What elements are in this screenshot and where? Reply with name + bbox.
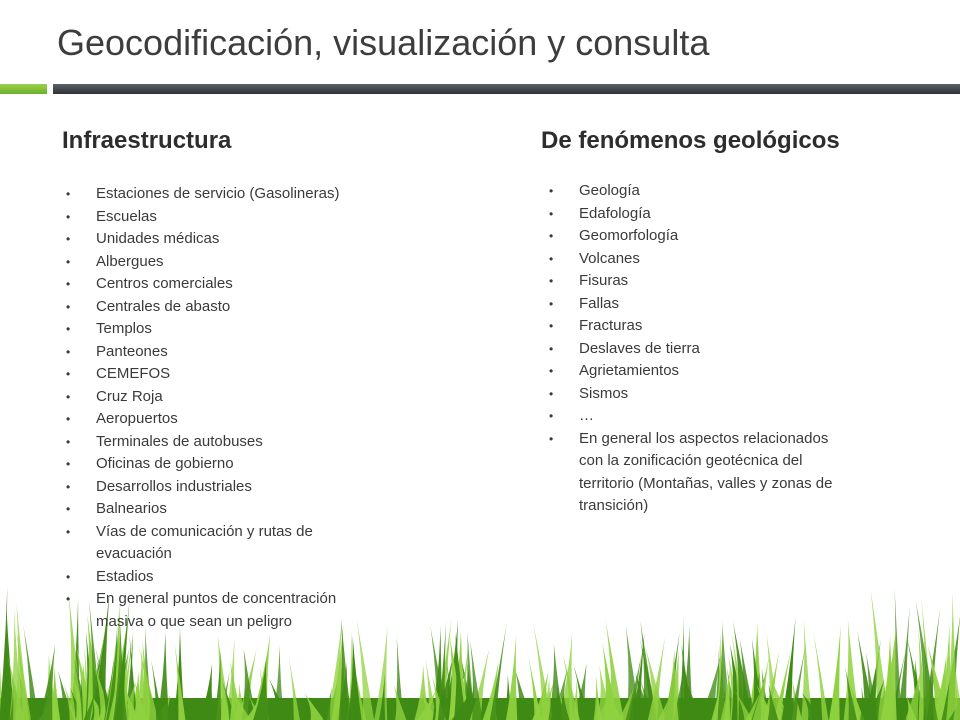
list-item-text: Albergues xyxy=(96,252,164,270)
right-column-heading: De fenómenos geológicos xyxy=(541,127,840,154)
list-item-text: Centrales de abasto xyxy=(96,297,231,315)
grass-blade xyxy=(348,636,362,720)
list-item xyxy=(549,270,839,293)
list-item-text: Templos xyxy=(96,320,152,337)
list-item-text: … xyxy=(579,407,594,424)
bullet-icon: • xyxy=(549,431,554,446)
bullet-icon: • xyxy=(66,299,71,314)
bullet-icon: • xyxy=(66,479,71,494)
list-item xyxy=(549,428,839,518)
bullet-icon: • xyxy=(66,524,71,539)
list-item-text: Deslaves de tierra xyxy=(579,339,700,357)
bullet-icon: • xyxy=(66,592,71,606)
list-item xyxy=(66,341,356,364)
bullet-icon: • xyxy=(549,206,554,221)
list-item-text: Fallas xyxy=(579,294,620,312)
bullet-icon: • xyxy=(66,367,71,381)
list-item-text: En general los aspectos relacionados con la zonificación geotécnica del territorio (Montañas, valles y zonas de transición) xyxy=(579,429,833,514)
bullet-icon: • xyxy=(549,341,554,356)
list-item xyxy=(66,588,356,633)
bullet-icon: • xyxy=(66,502,71,516)
list-item xyxy=(66,431,356,454)
list-item xyxy=(66,476,356,499)
list-item xyxy=(66,408,356,431)
list-item xyxy=(66,498,356,521)
grass-blade xyxy=(594,675,602,720)
list-item xyxy=(66,318,356,341)
list-item-text: Oficinas de gobierno xyxy=(96,455,234,472)
bullet-icon: • xyxy=(66,434,71,449)
list-item xyxy=(66,228,356,251)
bullet-icon: • xyxy=(66,277,71,291)
bullet-icon: • xyxy=(549,364,554,378)
title-bar-dark-rule xyxy=(53,84,960,94)
bullet-icon: • xyxy=(66,389,71,404)
grass-blade xyxy=(0,587,8,720)
bullet-icon: • xyxy=(66,209,71,224)
list-item-text: Sismos xyxy=(579,384,629,402)
list-item-text: Estadios xyxy=(96,567,154,585)
bullet-icon: • xyxy=(549,386,554,401)
list-item xyxy=(549,293,839,316)
list-item xyxy=(549,383,839,406)
list-item-text: Vías de comunicación y rutas de evacuación xyxy=(96,522,313,562)
list-item-text: Desarrollos industriales xyxy=(96,477,252,495)
list-item xyxy=(66,251,356,274)
list-item xyxy=(66,273,356,296)
bullet-icon: • xyxy=(549,319,554,333)
list-item xyxy=(66,566,356,589)
bullet-icon: • xyxy=(66,344,71,359)
list-item-text: Terminales de autobuses xyxy=(96,432,263,450)
list-item xyxy=(549,180,839,203)
slide-title: Geocodificación, visualización y consulta xyxy=(57,22,710,63)
list-item-text: Aeropuertos xyxy=(96,410,178,427)
list-item-text: Panteones xyxy=(96,342,168,360)
bullet-icon: • xyxy=(66,457,71,471)
list-item xyxy=(66,206,356,229)
list-item xyxy=(66,386,356,409)
list-item-text: Unidades médicas xyxy=(96,230,220,247)
bullet-icon: • xyxy=(66,187,71,201)
list-item-text: Fisuras xyxy=(579,272,629,289)
list-item xyxy=(66,453,356,476)
list-item xyxy=(66,521,356,566)
list-item xyxy=(549,248,839,271)
bullet-icon: • xyxy=(549,274,554,288)
title-bar-green-accent xyxy=(0,84,47,94)
list-item xyxy=(66,296,356,319)
left-bullet-list xyxy=(66,183,356,633)
bullet-icon: • xyxy=(66,322,71,336)
list-item-text: Centros comerciales xyxy=(96,275,233,292)
list-item xyxy=(549,203,839,226)
right-bullet-list xyxy=(549,180,839,518)
bullet-icon: • xyxy=(66,254,71,269)
list-item-text: Edafología xyxy=(579,204,651,222)
title-underline-bar xyxy=(0,84,960,94)
list-item xyxy=(549,360,839,383)
left-column-heading: Infraestructura xyxy=(62,127,232,154)
list-item xyxy=(549,315,839,338)
bullet-icon: • xyxy=(549,296,554,311)
list-item-text: Agrietamientos xyxy=(579,362,680,379)
bullet-icon: • xyxy=(549,184,554,198)
list-item-text: En general puntos de concentración masiva o que sean un peligro xyxy=(96,590,337,630)
bullet-icon: • xyxy=(66,569,71,584)
list-item-text: Fracturas xyxy=(579,317,643,334)
list-item xyxy=(66,363,356,386)
list-item-text: Cruz Roja xyxy=(96,387,163,405)
list-item xyxy=(549,338,839,361)
bullet-icon: • xyxy=(549,409,554,423)
list-item-text: CEMEFOS xyxy=(96,365,171,382)
bullet-icon: • xyxy=(549,251,554,266)
list-item-text: Estaciones de servicio (Gasolineras) xyxy=(96,185,340,202)
bullet-icon: • xyxy=(549,229,554,243)
list-item xyxy=(549,405,839,428)
list-item-text: Geología xyxy=(579,182,640,199)
list-item-text: Volcanes xyxy=(579,249,640,267)
list-item-text: Escuelas xyxy=(96,207,157,225)
list-item-text: Balnearios xyxy=(96,500,167,517)
list-item xyxy=(549,225,839,248)
list-item-text: Geomorfología xyxy=(579,227,679,244)
list-item xyxy=(66,183,356,206)
bullet-icon: • xyxy=(66,412,71,426)
bullet-icon: • xyxy=(66,232,71,246)
